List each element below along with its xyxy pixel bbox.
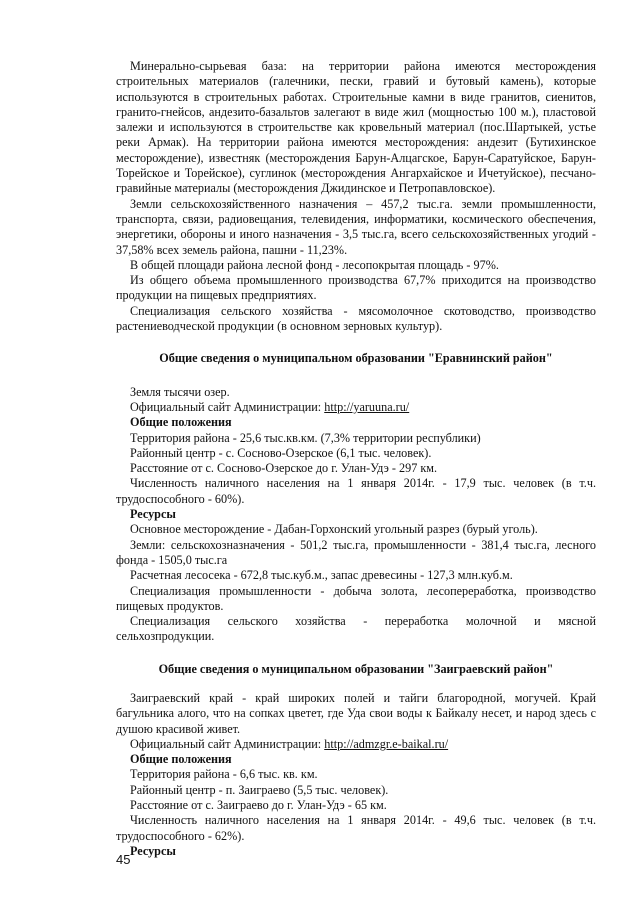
district-center-line: Районный центр - с. Сосново-Озерское (6,1 тыс. человек). [130,445,432,460]
official-site-link[interactable]: http://yaruuna.ru/ [324,399,410,414]
official-site-line [116,400,596,415]
official-site-link-2[interactable]: http://admzgr.e-baikal.ru/ [324,736,449,751]
section-heading-zaigraevo: Общие сведения о муниципальном образовании "Заиграевский район" [158,661,554,676]
section-motto: Земля тысячи озер. [130,384,230,399]
page-number: 45 [116,852,131,867]
distance-line: Расстояние от с. Сосново-Озерское до г. Улан-Удэ - 297 км. [130,461,438,476]
paragraph-agriculture: Специализация сельского хозяйства - мясомолочное скотоводство, производство растениеводческой продукции (в основном зерновых культур). [116,303,596,334]
general-heading-2: Общие положения [130,752,232,767]
population-line-2: Численность наличного населения на 1 января 2014г. - 49,6 тыс. человек (в т.ч. трудоспособного - 62%). [116,813,596,843]
official-site-label-2: Официальный сайт Администрации: [130,736,325,751]
population-line: Численность наличного населения на 1 января 2014г. - 17,9 тыс. человек (в т.ч. трудоспособного - 60%). [116,476,596,506]
resources-heading: Ресурсы [130,507,176,522]
distance-line-2: Расстояние от с. Заиграево до г. Улан-Удэ - 65 км. [130,798,387,813]
territory-line: Территория района - 25,6 тыс.кв.км. (7,3% территории республики) [130,430,481,445]
page-content [116,59,596,859]
section-heading-eravna: Общие сведения о муниципальном образовании "Еравнинский район" [159,351,553,366]
territory-line-2: Территория района - 6,6 тыс. кв. км. [130,767,318,782]
paragraph-forest-fund: В общей площади района лесной фонд - лесопокрытая площадь - 97%. [130,257,499,272]
industry-line: Специализация промышленности - добыча золота, лесопереработка, производство пищевых продуктов. [116,583,596,613]
paragraph-land-categories: Земли сельскохозяйственного назначения – 457,2 тыс.га. земли промышленности, транспорта, связи, радиовещания, телевидения, информатики, космического обеспечения, энергетики, обороны и иного назначения - 3,5 тыс.га, всего сельскохозяйственных угодий - 37,58% всех земель района, пашни - 11,23%. [116,196,596,257]
paragraph-mineral-base: Минерально-сырьевая база: на территории района имеются месторождения строительных материалов (галечники, пески, гравий и бутовый камень), которые используются в строительных работах. Строительные камни в виде гранитов, сиенитов, гранито-гнейсов, андезито-базальтов залегают в виде жил (мощностью 100 м.), пластовой залежи и используются в строительстве как кровельный материал (пос.Шартыкей, устье реки Армак). На территории района имеются месторождения: андезит (Бутихинское месторождение), известняк (месторождения Барун-Алцагское, Барун-Саратуйское, Барун-Торейское и Торейское), суглинок (месторождения Ангархайское и Ичетуйское), песчано-гравийные материалы (месторождения Джидинское и Петропавловское). [116,59,596,196]
district-center-line-2: Районный центр - п. Заиграево (5,5 тыс. человек). [130,782,389,797]
official-site-label: Официальный сайт Администрации: [130,399,325,414]
resources-heading-2: Ресурсы [130,843,176,858]
deposit-line: Основное месторождение - Дабан-Горхонский угольный разрез (бурый уголь). [130,522,538,537]
lands-line: Земли: сельскохозназначения - 501,2 тыс.га, промышленности - 381,4 тыс.га, лесного фонда - 1505,0 тыс.га [116,537,596,567]
official-site-line-2 [116,737,596,752]
forest-line: Расчетная лесосека - 672,8 тыс.куб.м., запас древесины - 127,3 млн.куб.м. [130,568,513,583]
section-intro: Заиграевский край - край широких полей и тайги благородной, могучей. Край багульника алого, что на сопках цветет, где Уда свои воды к Байкалу несет, и народ здесь с душою красивой живет. [116,690,596,736]
agriculture-line: Специализация сельского хозяйства - переработка молочной и мясной сельхозпродукции. [116,614,596,644]
general-heading: Общие положения [130,415,232,430]
paragraph-industry-share: Из общего объема промышленного производства 67,7% приходится на производство продукции на пищевых предприятиях. [116,273,596,303]
